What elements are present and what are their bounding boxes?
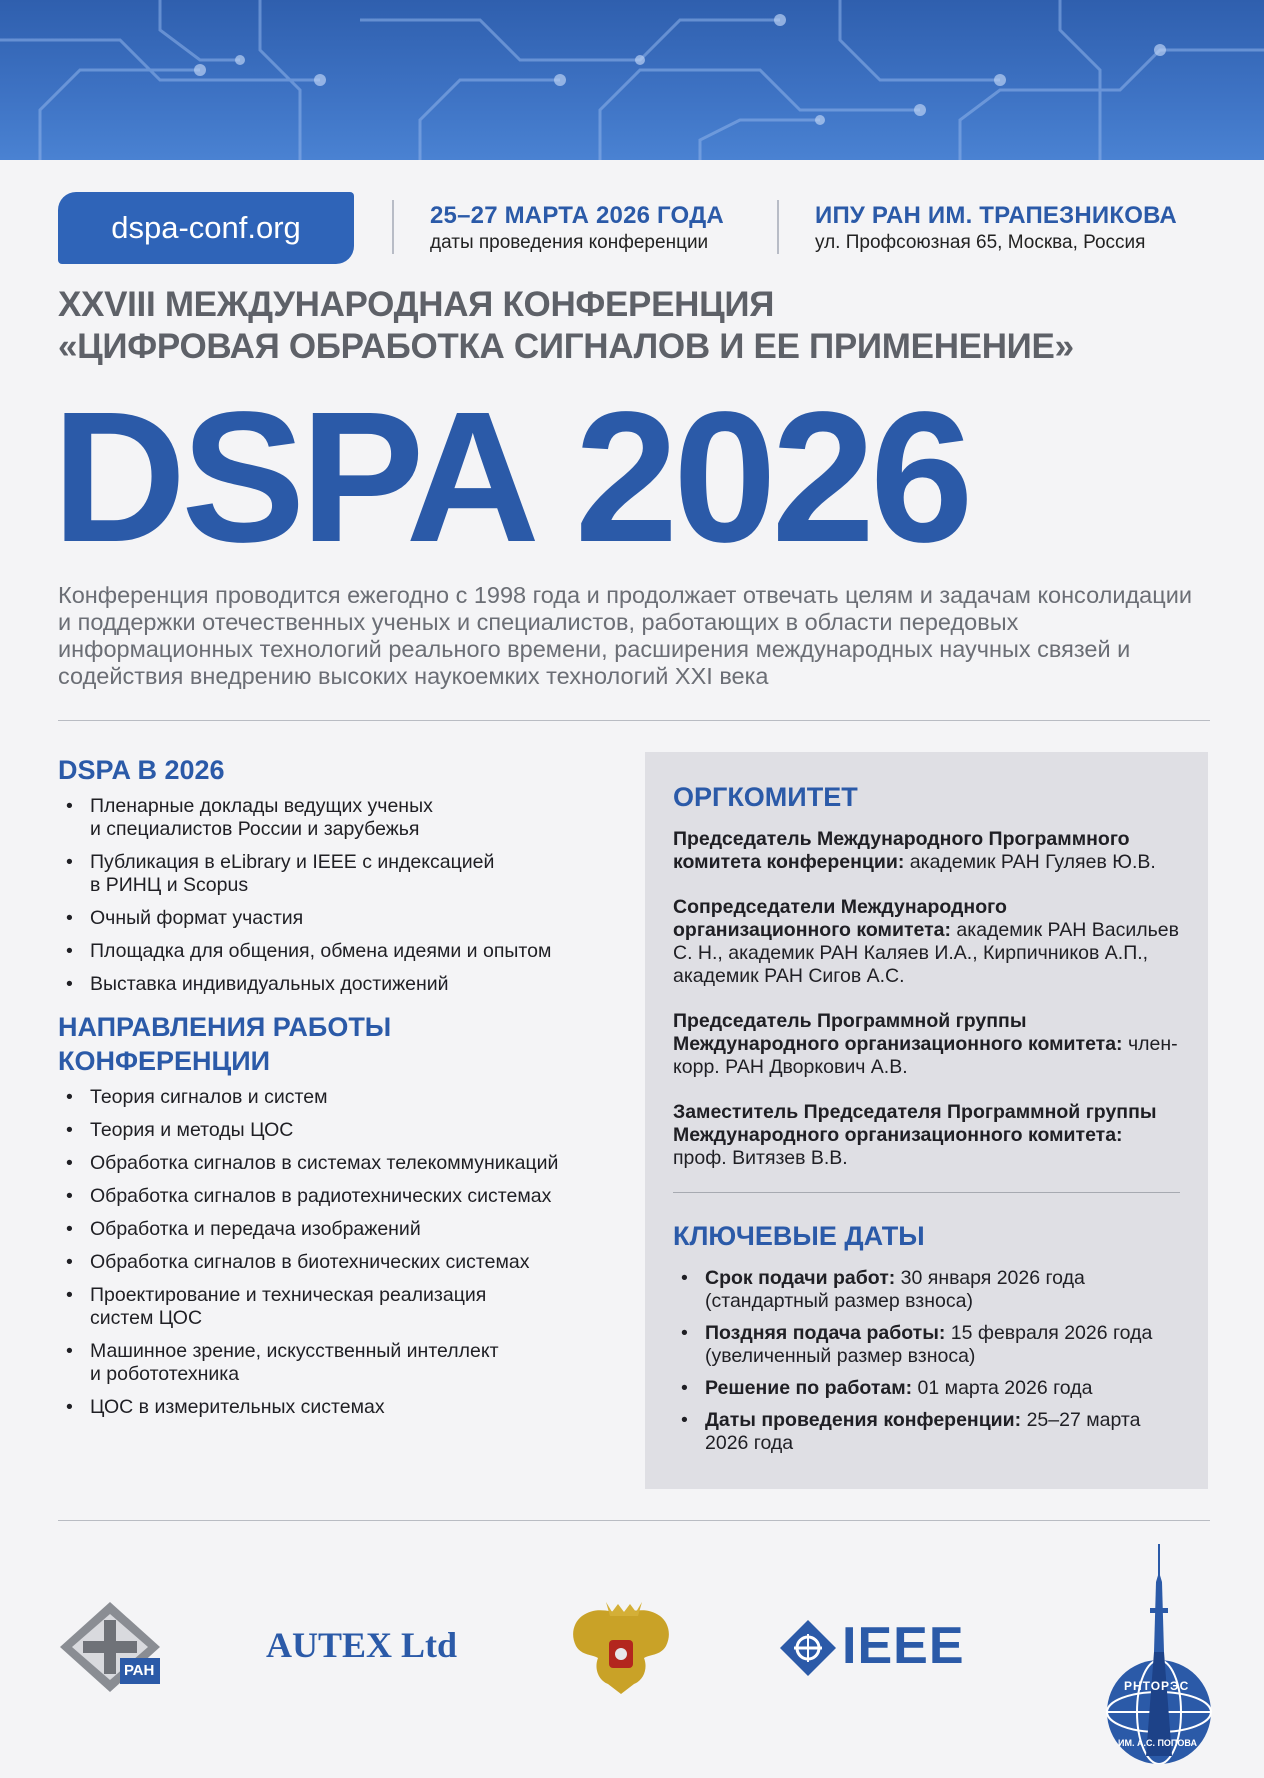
circuit-pattern [0,0,1264,160]
list-item [58,1284,638,1330]
list-item [58,795,638,841]
list-item-text: Теория и методы ЦОС [90,1119,294,1141]
list-item-text: Обработка сигналов в биотехнических системах [90,1251,530,1273]
eagle-icon [568,1598,674,1698]
autex-logo: AUTEX Ltd [266,1625,458,1665]
org-entry [673,896,1180,988]
divider [392,200,394,254]
list-item-text: Проектирование и техническая реализация систем ЦОС [90,1284,487,1329]
conference-title-line1: XXVIII МЕЖДУНАРОДНАЯ КОНФЕРЕНЦИЯ [58,285,775,324]
ipu-ran-logo [58,1600,162,1694]
date-label: Даты проведения конференции: [705,1409,1022,1431]
list-item [58,1218,638,1241]
key-dates-list [673,1267,1180,1455]
divider [58,720,1210,721]
list-item [673,1322,1180,1368]
org-person: член-корр. РАН Дворкович А.В. [673,1033,1178,1078]
venue-address: ул. Профсоюзная 65, Москва, Россия [815,232,1146,253]
list-item [58,1119,638,1142]
list-item [58,1396,638,1419]
org-role: Председатель Программной группы Международного организационного комитета: [673,1010,1123,1055]
header-banner [0,0,1264,160]
directions-heading-line2: КОНФЕРЕНЦИИ [58,1046,271,1076]
dspa-list [58,795,638,996]
divider [673,1192,1180,1193]
org-person: академик РАН Васильев С. Н., академик РАН Каляев И.А., Кирпичников А.П., академик РАН Сигов А.С. [673,919,1179,987]
org-person: академик РАН Гуляев Ю.В. [904,851,1156,873]
ipu-ran-emblem [58,1600,162,1694]
list-item [58,1185,638,1208]
lead-paragraph: Конференция проводится ежегодно с 1998 года и продолжает отвечать целям и задачам консолидации и поддержки отечественных ученых и специалистов, работающих в области передовых информационных технологий реального времени, расширения международных научных связей и содействия внедрению высоких наукоемких технологий XXI века [58,582,1192,689]
org-role: Председатель Международного Программного комитета конференции: [673,828,1130,873]
orgcommittee-box [645,752,1208,1489]
conference-title-line2: «ЦИФРОВАЯ ОБРАБОТКА СИГНАЛОВ И ЕЕ ПРИМЕНЕНИЕ» [58,327,1074,366]
date-value: 01 марта 2026 года [912,1377,1093,1399]
coat-of-arms-logo [568,1598,674,1698]
divider [58,1520,1210,1521]
list-item [58,1340,638,1386]
date-value: 30 января 2026 года (стандартный размер взноса) [705,1267,1085,1312]
list-item-text: Обработка сигналов в радиотехнических системах [90,1185,552,1207]
tower-globe-icon [1098,1542,1220,1764]
rntores-logo [1098,1542,1220,1764]
list-item-text: Машинное зрение, искусственный интеллект и робототехника [90,1340,499,1385]
list-item [58,907,638,930]
list-item [58,1086,638,1109]
date-label: Срок подачи работ: [705,1267,896,1289]
dates-block [430,202,724,254]
key-dates-heading: КЛЮЧЕВЫЕ ДАТЫ [673,1221,925,1251]
conference-title [58,284,1074,368]
org-role: Сопредседатели Международного организационного комитета: [673,896,1007,941]
orgcommittee-heading: ОРГКОМИТЕТ [673,782,858,812]
divider [777,200,779,254]
directions-heading-line1: НАПРАВЛЕНИЯ РАБОТЫ [58,1012,392,1042]
org-entry [673,1101,1180,1170]
ipu-ran-text: РАН [124,1662,155,1679]
left-column [58,753,638,1429]
list-item-text: Теория сигналов и систем [90,1086,328,1108]
website-url-text: dspa-conf.org [111,210,301,245]
date-value: 15 февраля 2026 года (увеличенный размер взноса) [705,1322,1153,1367]
directions-heading [58,1010,638,1078]
list-item-text: Пленарные доклады ведущих ученых и специалистов России и зарубежья [90,795,433,840]
date-label: Решение по работам: [705,1377,913,1399]
list-item [673,1267,1180,1313]
venue-block [815,202,1177,254]
list-item [58,940,638,963]
list-item [673,1377,1180,1400]
list-item-text: Очный формат участия [90,907,304,929]
list-item-text: Публикация в eLibrary и IEEE с индексацией в РИНЦ и Scopus [90,851,495,896]
website-url-button[interactable] [58,192,354,264]
list-item [58,1152,638,1175]
list-item-text: Обработка и передача изображений [90,1218,421,1240]
rntores-top-text: РНТОРЭС [1124,1679,1190,1693]
list-item [58,851,638,897]
list-item [58,1251,638,1274]
dates-title: 25–27 МАРТА 2026 ГОДА [430,202,724,229]
dates-subtitle: даты проведения конференции [430,232,709,253]
dspa-section-heading: DSPA В 2026 [58,755,225,785]
venue-title: ИПУ РАН ИМ. ТРАПЕЗНИКОВА [815,202,1177,229]
org-entry [673,1010,1180,1079]
ieee-logo [778,1616,978,1680]
date-value: 25–27 марта 2026 года [705,1409,1141,1454]
list-item [673,1409,1180,1455]
list-item [58,973,638,996]
date-label: Поздняя подача работы: [705,1322,946,1344]
org-entry [673,828,1180,874]
rntores-bottom-text: ИМ. А.С. ПОПОВА [1118,1738,1197,1748]
org-role: Заместитель Председателя Программной группы Международного организационного комитета: [673,1101,1157,1146]
list-item-text: Выставка индивидуальных достижений [90,973,449,995]
ieee-text: IEEE [842,1617,965,1675]
ieee-diamond-icon [778,1618,838,1678]
directions-list [58,1086,638,1419]
list-item-text: Площадка для общения, обмена идеями и опытом [90,940,552,962]
list-item-text: ЦОС в измерительных системах [90,1396,385,1418]
page-title: DSPA 2026 [52,374,969,581]
list-item-text: Обработка сигналов в системах телекоммуникаций [90,1152,559,1174]
org-person: проф. Витязев В.В. [673,1147,848,1169]
